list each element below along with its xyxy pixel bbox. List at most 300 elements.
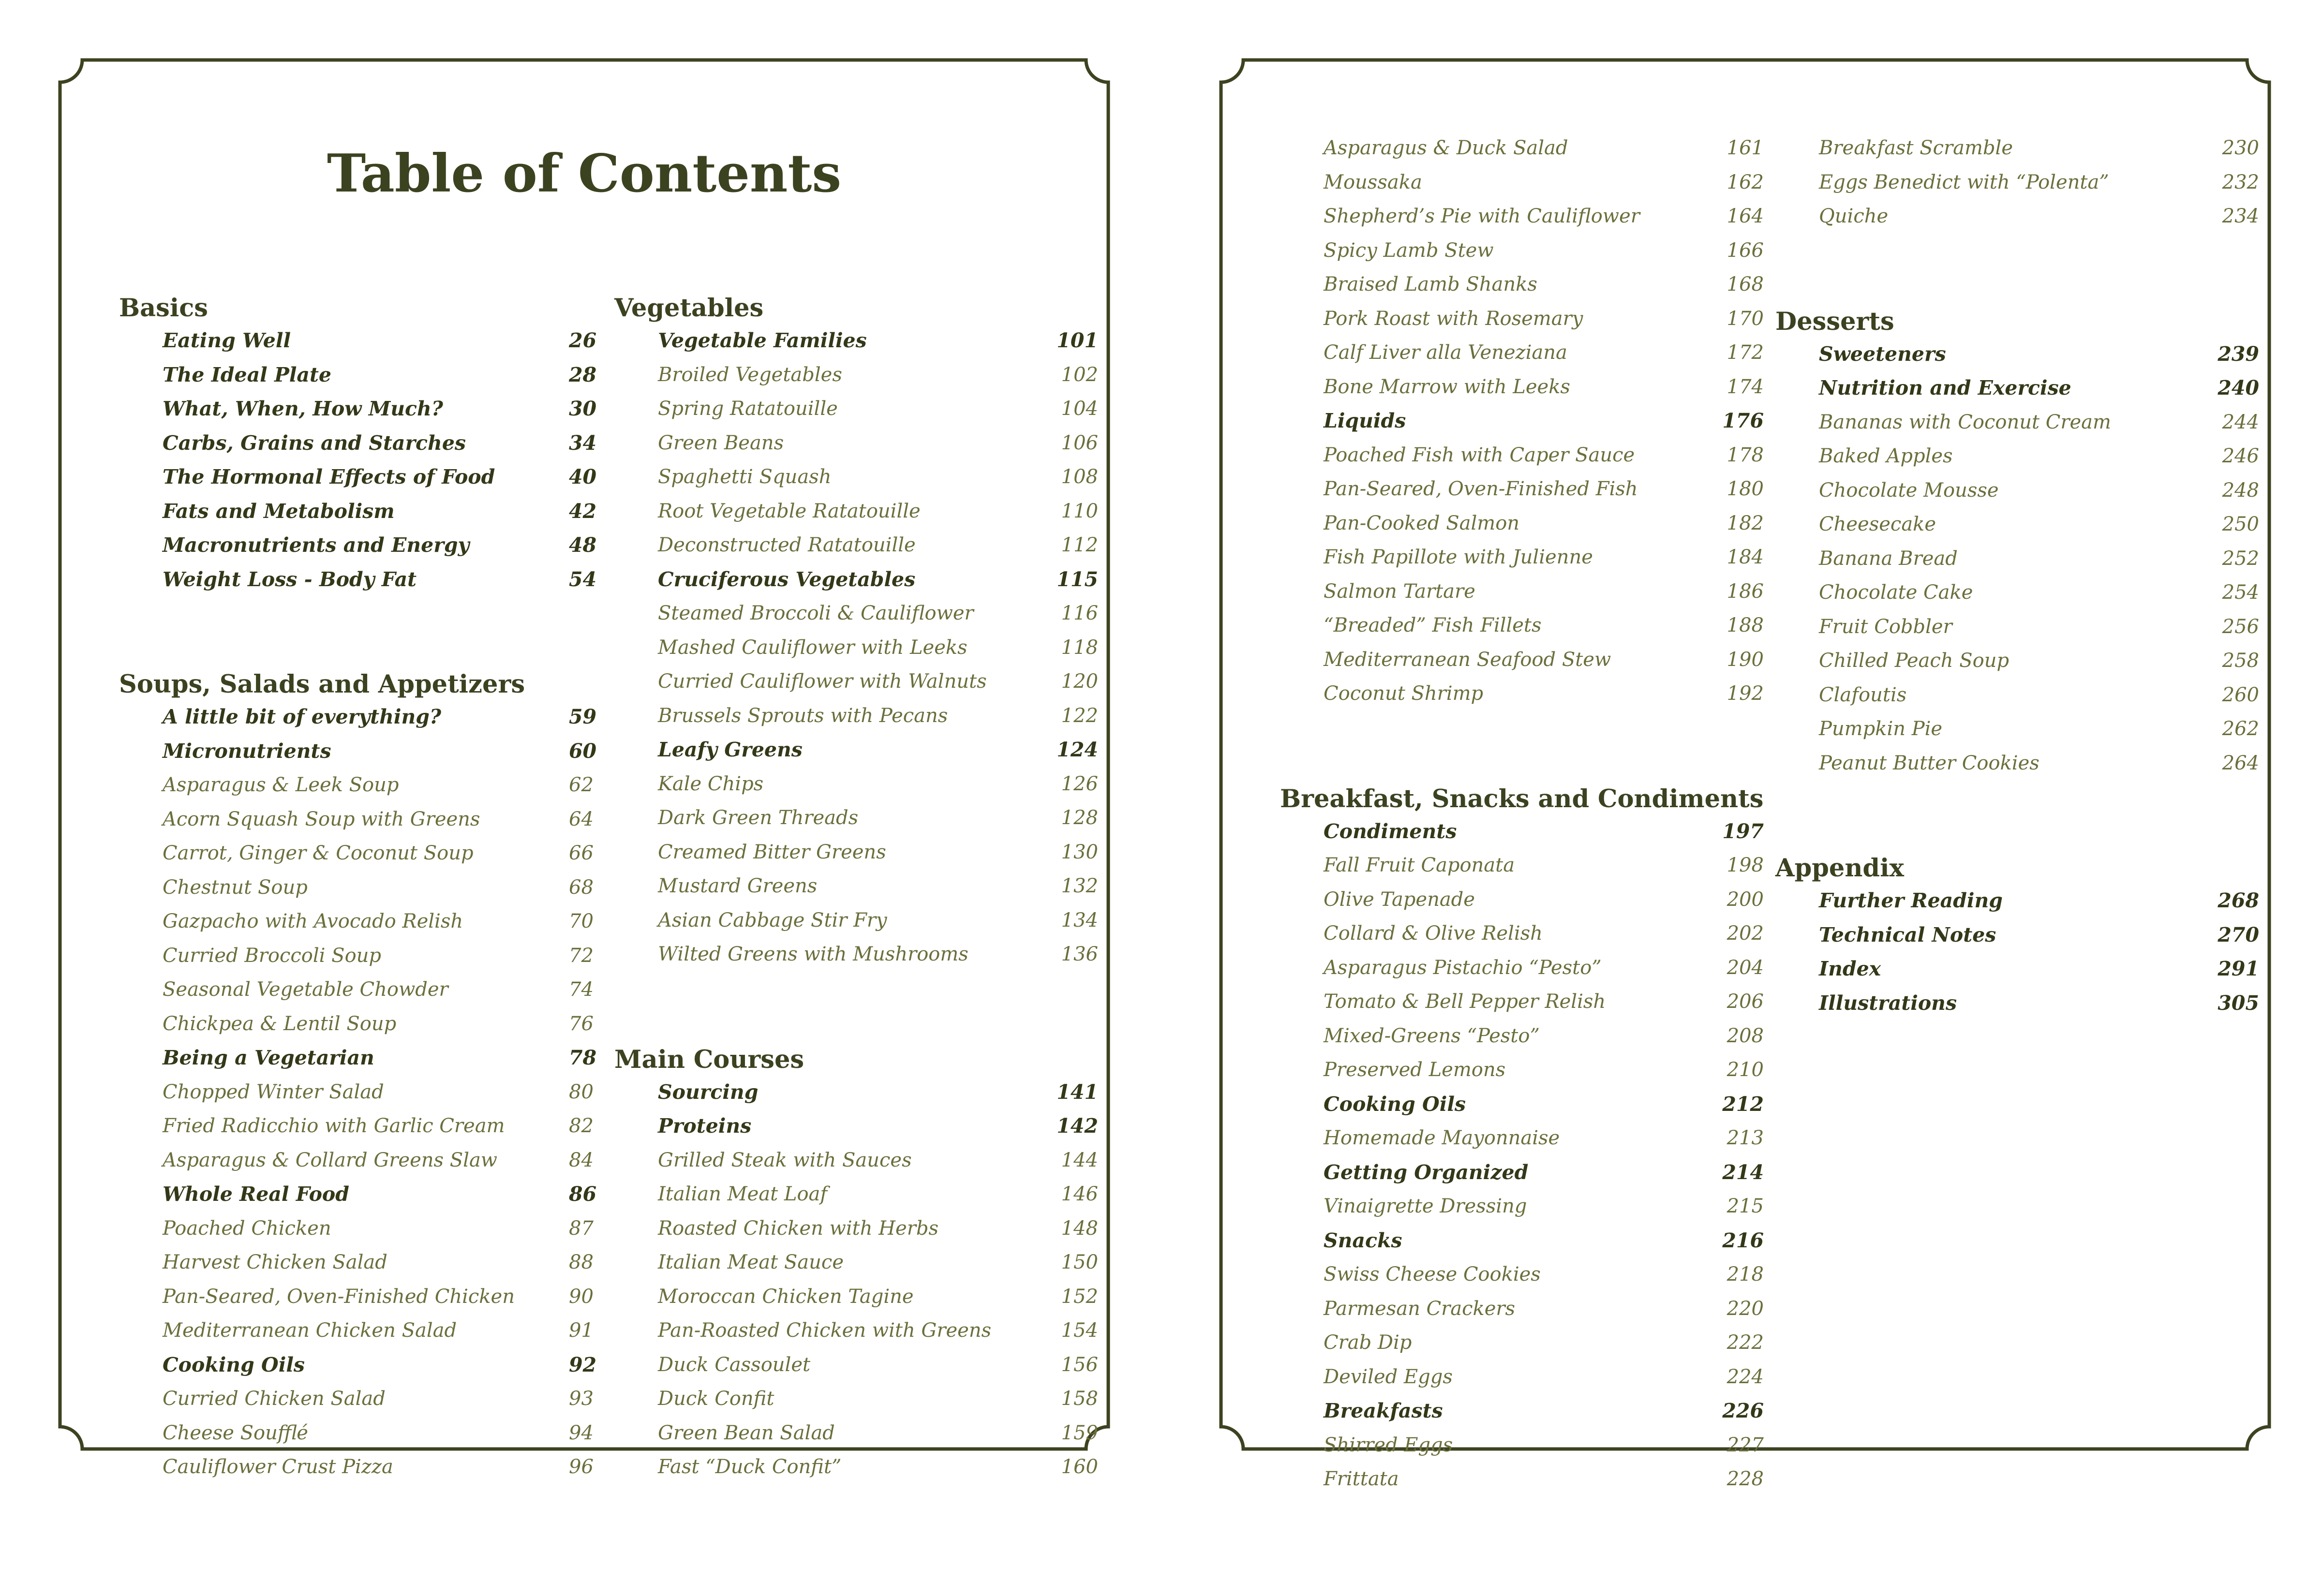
toc-entry[interactable] xyxy=(163,1041,603,1075)
section-title: Appendix xyxy=(1775,854,1904,883)
toc-entry[interactable] xyxy=(658,528,1098,562)
entry-page-number: 198 xyxy=(1727,854,1764,876)
toc-entry[interactable] xyxy=(1324,1053,1764,1087)
toc-entry[interactable] xyxy=(658,1450,1098,1484)
entry-page-number: 250 xyxy=(2222,513,2259,535)
toc-entry[interactable] xyxy=(658,767,1098,801)
entry-page-number: 54 xyxy=(569,567,597,591)
toc-entry[interactable] xyxy=(1819,986,2259,1020)
entry-title: Sweeteners xyxy=(1819,342,1946,366)
toc-entry[interactable] xyxy=(1324,1462,1764,1496)
entry-page-number: 128 xyxy=(1061,807,1098,829)
toc-entry[interactable] xyxy=(658,937,1098,972)
toc-entry[interactable] xyxy=(163,1280,603,1314)
toc-entry[interactable] xyxy=(1819,678,2259,712)
entry-page-number: 213 xyxy=(1727,1127,1764,1149)
entry-title: Liquids xyxy=(1324,409,1406,432)
entry-title: Olive Tapenade xyxy=(1324,888,1475,911)
entry-page-number: 104 xyxy=(1061,398,1098,420)
entry-page-number: 188 xyxy=(1727,614,1764,636)
entry-title: Duck Confit xyxy=(658,1388,774,1410)
entry-page-number: 232 xyxy=(2222,171,2259,193)
entry-title: Cauliflower Crust Pizza xyxy=(163,1456,393,1478)
toc-entry[interactable] xyxy=(163,494,603,529)
toc-entry[interactable] xyxy=(1324,540,1764,575)
entry-page-number: 212 xyxy=(1722,1092,1764,1116)
toc-entry[interactable] xyxy=(1819,644,2259,678)
entry-page-number: 74 xyxy=(569,978,594,1001)
entry-title: Quiche xyxy=(1819,205,1889,227)
toc-entry[interactable] xyxy=(1324,575,1764,609)
toc-entry[interactable] xyxy=(163,1007,603,1041)
entry-title: Nutrition and Exercise xyxy=(1819,376,2071,399)
toc-entry[interactable] xyxy=(1324,1121,1764,1155)
toc-entry[interactable] xyxy=(1819,371,2259,405)
toc-entry[interactable] xyxy=(1324,985,1764,1019)
toc-entry[interactable] xyxy=(163,562,603,597)
entry-title: Fast “Duck Confit” xyxy=(658,1456,842,1478)
entry-page-number: 166 xyxy=(1727,239,1764,262)
entry-title: Technical Notes xyxy=(1819,923,1996,946)
toc-entry[interactable] xyxy=(1324,1394,1764,1428)
toc-entry[interactable] xyxy=(163,836,603,871)
toc-entry-list xyxy=(1775,337,2259,781)
toc-entry[interactable] xyxy=(1324,438,1764,473)
entry-page-number: 72 xyxy=(569,944,594,967)
toc-entry[interactable] xyxy=(658,665,1098,699)
toc-column-4 xyxy=(1775,131,2259,1093)
entry-page-number: 224 xyxy=(1727,1365,1764,1388)
entry-page-number: 161 xyxy=(1727,137,1764,159)
entry-title: Chopped Winter Salad xyxy=(163,1080,384,1103)
entry-page-number: 152 xyxy=(1061,1285,1098,1308)
toc-entry[interactable] xyxy=(163,528,603,562)
entry-title: Micronutrients xyxy=(163,739,331,763)
entry-title: Coconut Shrimp xyxy=(1324,682,1484,705)
entry-title: Proteins xyxy=(658,1114,752,1138)
entry-page-number: 93 xyxy=(569,1388,594,1410)
toc-entry[interactable] xyxy=(658,1143,1098,1178)
entry-page-number: 215 xyxy=(1727,1195,1764,1217)
toc-section xyxy=(1280,131,1764,711)
entry-title: Pumpkin Pie xyxy=(1819,718,1943,740)
toc-entry[interactable] xyxy=(163,904,603,939)
entry-page-number: 176 xyxy=(1722,409,1764,432)
entry-page-number: 174 xyxy=(1727,375,1764,398)
toc-entry[interactable] xyxy=(163,426,603,460)
toc-entry[interactable] xyxy=(1324,1326,1764,1360)
entry-page-number: 34 xyxy=(569,431,597,455)
toc-entry[interactable] xyxy=(658,1075,1098,1109)
toc-entry[interactable] xyxy=(658,869,1098,903)
toc-entry[interactable] xyxy=(1324,848,1764,883)
entry-page-number: 59 xyxy=(569,705,597,728)
entry-title: Vinaigrette Dressing xyxy=(1324,1195,1527,1217)
entry-title: Brussels Sprouts with Pecans xyxy=(658,704,948,727)
entry-page-number: 90 xyxy=(569,1285,594,1308)
entry-title: Vegetable Families xyxy=(658,329,867,352)
toc-entry[interactable] xyxy=(658,733,1098,767)
toc-entry[interactable] xyxy=(163,1450,603,1484)
entry-page-number: 101 xyxy=(1057,329,1098,352)
toc-entry[interactable] xyxy=(658,1212,1098,1246)
entry-page-number: 202 xyxy=(1727,922,1764,945)
entry-title: Mustard Greens xyxy=(658,875,818,897)
entry-title: Moroccan Chicken Tagine xyxy=(658,1285,914,1308)
toc-entry[interactable] xyxy=(1324,404,1764,438)
entry-page-number: 146 xyxy=(1061,1183,1098,1205)
toc-entry[interactable] xyxy=(1819,952,2259,986)
toc-entry[interactable] xyxy=(163,1245,603,1280)
entry-page-number: 244 xyxy=(2222,411,2259,433)
entry-title: Shirred Eggs xyxy=(1324,1433,1453,1456)
entry-title: Fish Papillote with Julienne xyxy=(1324,546,1593,568)
entry-page-number: 254 xyxy=(2222,581,2259,604)
entry-page-number: 256 xyxy=(2222,615,2259,638)
toc-entry[interactable] xyxy=(163,1314,603,1348)
toc-entry[interactable] xyxy=(1324,1224,1764,1258)
section-title: Soups, Salads and Appetizers xyxy=(119,670,525,699)
toc-entry[interactable] xyxy=(658,460,1098,494)
entry-page-number: 260 xyxy=(2222,683,2259,706)
toc-entry[interactable] xyxy=(658,1416,1098,1450)
entry-page-number: 141 xyxy=(1057,1080,1098,1104)
entry-page-number: 214 xyxy=(1722,1160,1764,1184)
entry-title: Chestnut Soup xyxy=(163,876,308,899)
entry-title: Chocolate Cake xyxy=(1819,581,1973,604)
toc-entry[interactable] xyxy=(163,392,603,426)
toc-section xyxy=(119,669,603,1484)
entry-title: Baked Apples xyxy=(1819,445,1953,467)
entry-title: Illustrations xyxy=(1819,991,1957,1015)
toc-entry[interactable] xyxy=(163,939,603,973)
toc-entry[interactable] xyxy=(163,1382,603,1416)
toc-entry[interactable] xyxy=(163,1416,603,1450)
toc-entry[interactable] xyxy=(1324,302,1764,336)
entry-title: What, When, How Much? xyxy=(163,397,443,420)
toc-entry[interactable] xyxy=(1819,165,2259,200)
toc-entry[interactable] xyxy=(1324,370,1764,404)
toc-entry[interactable] xyxy=(1819,439,2259,473)
toc-entry[interactable] xyxy=(658,699,1098,733)
entry-page-number: 126 xyxy=(1061,772,1098,795)
section-title: Desserts xyxy=(1775,307,1894,336)
toc-entry[interactable] xyxy=(658,426,1098,460)
entry-title: Asian Cabbage Stir Fry xyxy=(658,909,887,931)
entry-title: Fats and Metabolism xyxy=(163,499,395,523)
entry-title: Harvest Chicken Salad xyxy=(163,1251,387,1273)
entry-page-number: 170 xyxy=(1727,307,1764,330)
toc-entry[interactable] xyxy=(1819,473,2259,508)
entry-page-number: 76 xyxy=(569,1012,594,1035)
entry-page-number: 200 xyxy=(1727,888,1764,911)
toc-entry[interactable] xyxy=(163,802,603,837)
entry-page-number: 190 xyxy=(1727,648,1764,671)
toc-entry[interactable] xyxy=(1819,542,2259,576)
entry-page-number: 136 xyxy=(1061,943,1098,965)
entry-page-number: 204 xyxy=(1727,956,1764,979)
toc-entry[interactable] xyxy=(658,903,1098,938)
entry-title: “Breaded” Fish Fillets xyxy=(1324,614,1542,636)
entry-title: Creamed Bitter Greens xyxy=(658,841,886,863)
entry-title: Asparagus Pistachio “Pesto” xyxy=(1324,956,1602,979)
entry-title: Pan-Seared, Oven-Finished Chicken xyxy=(163,1285,515,1308)
toc-section xyxy=(614,1044,1098,1484)
toc-entry[interactable] xyxy=(1324,608,1764,643)
entry-page-number: 164 xyxy=(1727,205,1764,227)
toc-entry[interactable] xyxy=(1324,1087,1764,1122)
entry-title: Cheese Soufflé xyxy=(163,1421,308,1444)
toc-entry[interactable] xyxy=(163,1109,603,1143)
toc-entry[interactable] xyxy=(658,596,1098,631)
entry-title: Italian Meat Loaf xyxy=(658,1183,828,1205)
entry-page-number: 264 xyxy=(2222,752,2259,774)
entry-page-number: 62 xyxy=(569,774,594,796)
toc-entry[interactable] xyxy=(1819,712,2259,746)
toc-column-1 xyxy=(119,293,603,1557)
entry-title: Preserved Lemons xyxy=(1324,1059,1506,1081)
entry-page-number: 240 xyxy=(2218,376,2259,399)
entry-page-number: 60 xyxy=(569,739,597,763)
entry-page-number: 222 xyxy=(1727,1331,1764,1354)
toc-entry[interactable] xyxy=(658,1245,1098,1280)
entry-title: Pork Roast with Rosemary xyxy=(1324,307,1583,330)
toc-section xyxy=(1775,131,2259,234)
toc-entry[interactable] xyxy=(658,1109,1098,1143)
entry-title: Cheesecake xyxy=(1819,513,1936,535)
entry-page-number: 246 xyxy=(2222,445,2259,467)
entry-title: Mediterranean Seafood Stew xyxy=(1324,648,1611,671)
entry-page-number: 116 xyxy=(1061,602,1098,624)
toc-entry[interactable] xyxy=(163,1212,603,1246)
toc-entry[interactable] xyxy=(1324,234,1764,268)
entry-title: Eggs Benedict with “Polenta” xyxy=(1819,171,2109,193)
entry-title: Deconstructed Ratatouille xyxy=(658,534,916,556)
entry-title: Swiss Cheese Cookies xyxy=(1324,1263,1541,1286)
entry-page-number: 134 xyxy=(1061,909,1098,931)
toc-entry[interactable] xyxy=(1324,1360,1764,1394)
entry-title: Bone Marrow with Leeks xyxy=(1324,375,1570,398)
entry-page-number: 270 xyxy=(2218,923,2259,946)
entry-title: Asparagus & Leek Soup xyxy=(163,774,399,796)
entry-title: Fall Fruit Caponata xyxy=(1324,854,1515,876)
entry-title: Banana Bread xyxy=(1819,547,1958,570)
entry-title: Fried Radicchio with Garlic Cream xyxy=(163,1115,505,1137)
toc-entry[interactable] xyxy=(1324,506,1764,541)
toc-entry[interactable] xyxy=(163,324,603,358)
toc-entry[interactable] xyxy=(163,1075,603,1109)
entry-page-number: 115 xyxy=(1057,567,1098,591)
entry-page-number: 159 xyxy=(1061,1421,1098,1444)
entry-title: Condiments xyxy=(1324,819,1457,843)
toc-entry[interactable] xyxy=(658,835,1098,870)
entry-title: Mediterranean Chicken Salad xyxy=(163,1319,457,1342)
entry-title: Spring Ratatouille xyxy=(658,398,838,420)
toc-entry[interactable] xyxy=(1324,199,1764,234)
toc-entry-list xyxy=(1775,131,2259,234)
toc-entry[interactable] xyxy=(163,700,603,734)
entry-page-number: 168 xyxy=(1727,273,1764,296)
entry-page-number: 160 xyxy=(1061,1456,1098,1478)
entry-title: Mashed Cauliflower with Leeks xyxy=(658,636,968,659)
entry-page-number: 142 xyxy=(1057,1114,1098,1138)
toc-entry[interactable] xyxy=(1324,883,1764,917)
entry-page-number: 252 xyxy=(2222,547,2259,570)
entry-title: Curried Chicken Salad xyxy=(163,1388,386,1410)
entry-title: Cooking Oils xyxy=(163,1353,305,1376)
entry-title: Steamed Broccoli & Cauliflower xyxy=(658,602,974,624)
entry-page-number: 148 xyxy=(1061,1217,1098,1240)
toc-entry[interactable] xyxy=(163,1348,603,1382)
entry-title: Asparagus & Collard Greens Slaw xyxy=(163,1149,498,1171)
toc-entry-list xyxy=(119,324,603,596)
entry-page-number: 86 xyxy=(569,1182,597,1206)
entry-title: Green Beans xyxy=(658,431,784,454)
toc-section xyxy=(614,293,1098,972)
toc-section xyxy=(1775,306,2259,781)
toc-entry[interactable] xyxy=(1324,472,1764,506)
toc-entry[interactable] xyxy=(163,1143,603,1178)
entry-page-number: 42 xyxy=(569,499,597,523)
entry-page-number: 118 xyxy=(1061,636,1098,659)
toc-entry[interactable] xyxy=(1324,1292,1764,1326)
entry-page-number: 96 xyxy=(569,1456,594,1478)
entry-title: Gazpacho with Avocado Relish xyxy=(163,910,463,932)
entry-page-number: 248 xyxy=(2222,479,2259,502)
entry-page-number: 112 xyxy=(1061,534,1098,556)
toc-entry[interactable] xyxy=(658,1382,1098,1416)
toc-entry[interactable] xyxy=(658,1348,1098,1382)
right-page xyxy=(1219,58,2271,1490)
toc-entry[interactable] xyxy=(658,494,1098,529)
entry-title: Dark Green Threads xyxy=(658,807,859,829)
entry-title: Cooking Oils xyxy=(1324,1092,1466,1116)
entry-title: The Ideal Plate xyxy=(163,363,332,386)
toc-entry[interactable] xyxy=(1324,916,1764,951)
toc-entry[interactable] xyxy=(1324,165,1764,200)
entry-title: Crab Dip xyxy=(1324,1331,1412,1354)
toc-entry[interactable] xyxy=(1819,918,2259,952)
toc-entry[interactable] xyxy=(658,562,1098,597)
toc-entry[interactable] xyxy=(163,871,603,905)
toc-entry[interactable] xyxy=(163,358,603,392)
entry-title: Spicy Lamb Stew xyxy=(1324,239,1494,262)
toc-entry[interactable] xyxy=(1324,643,1764,677)
entry-title: Shepherd’s Pie with Cauliflower xyxy=(1324,205,1640,227)
entry-title: Italian Meat Sauce xyxy=(658,1251,844,1273)
toc-entry[interactable] xyxy=(1819,131,2259,165)
entry-page-number: 154 xyxy=(1061,1319,1098,1342)
entry-page-number: 184 xyxy=(1727,546,1764,568)
entry-title: Index xyxy=(1819,957,1881,980)
toc-entry[interactable] xyxy=(658,801,1098,835)
toc-entry[interactable] xyxy=(658,392,1098,426)
toc-entry[interactable] xyxy=(1819,199,2259,234)
toc-entry[interactable] xyxy=(658,1177,1098,1212)
toc-entry[interactable] xyxy=(163,973,603,1007)
entry-title: Green Bean Salad xyxy=(658,1421,835,1444)
entry-page-number: 210 xyxy=(1727,1059,1764,1081)
toc-entry[interactable] xyxy=(1324,1428,1764,1463)
entry-title: Pan-Roasted Chicken with Greens xyxy=(658,1319,992,1342)
toc-entry[interactable] xyxy=(1324,1155,1764,1190)
entry-page-number: 268 xyxy=(2218,889,2259,912)
toc-entry-list xyxy=(614,1075,1098,1484)
entry-title: Clafoutis xyxy=(1819,683,1907,706)
toc-entry[interactable] xyxy=(163,768,603,802)
entry-page-number: 40 xyxy=(569,465,597,488)
entry-page-number: 182 xyxy=(1727,512,1764,534)
toc-entry[interactable] xyxy=(1819,884,2259,918)
toc-entry[interactable] xyxy=(658,324,1098,358)
entry-title: Deviled Eggs xyxy=(1324,1365,1453,1388)
entry-page-number: 64 xyxy=(569,808,594,830)
toc-entry[interactable] xyxy=(1324,1257,1764,1292)
toc-entry-list xyxy=(119,700,603,1484)
entry-page-number: 192 xyxy=(1727,682,1764,705)
entry-title: Weight Loss - Body Fat xyxy=(163,567,417,591)
entry-title: Snacks xyxy=(1324,1228,1402,1252)
toc-entry[interactable] xyxy=(1819,405,2259,440)
toc-entry[interactable] xyxy=(1324,677,1764,711)
entry-page-number: 108 xyxy=(1061,466,1098,488)
entry-page-number: 102 xyxy=(1061,363,1098,386)
entry-title: Cruciferous Vegetables xyxy=(658,567,916,591)
toc-entry[interactable] xyxy=(1819,337,2259,371)
entry-title: Salmon Tartare xyxy=(1324,580,1475,603)
entry-title: Peanut Butter Cookies xyxy=(1819,752,2039,774)
entry-page-number: 150 xyxy=(1061,1251,1098,1273)
entry-title: Pan-Cooked Salmon xyxy=(1324,512,1520,534)
toc-entry[interactable] xyxy=(1324,814,1764,849)
entry-title: Asparagus & Duck Salad xyxy=(1324,137,1568,159)
entry-page-number: 178 xyxy=(1727,443,1764,466)
entry-page-number: 162 xyxy=(1727,171,1764,193)
toc-entry[interactable] xyxy=(1819,610,2259,644)
toc-entry[interactable] xyxy=(1324,1019,1764,1053)
toc-entry[interactable] xyxy=(658,1280,1098,1314)
toc-entry[interactable] xyxy=(163,460,603,494)
section-title: Main Courses xyxy=(614,1045,804,1074)
toc-entry[interactable] xyxy=(1324,1189,1764,1224)
toc-entry[interactable] xyxy=(658,1314,1098,1348)
toc-entry[interactable] xyxy=(658,631,1098,665)
toc-entry[interactable] xyxy=(658,358,1098,392)
toc-entry[interactable] xyxy=(163,1177,603,1212)
toc-entry[interactable] xyxy=(1324,267,1764,302)
toc-entry[interactable] xyxy=(1819,576,2259,610)
entry-title: Carrot, Ginger & Coconut Soup xyxy=(163,842,474,864)
entry-title: Poached Fish with Caper Sauce xyxy=(1324,443,1635,466)
entry-title: Spaghetti Squash xyxy=(658,466,832,488)
toc-entry[interactable] xyxy=(1819,507,2259,542)
toc-section xyxy=(1775,853,2259,1020)
toc-entry[interactable] xyxy=(1324,951,1764,985)
entry-page-number: 206 xyxy=(1727,990,1764,1013)
entry-title: Leafy Greens xyxy=(658,738,803,761)
toc-section xyxy=(119,293,603,596)
toc-entry[interactable] xyxy=(1324,336,1764,370)
toc-entry[interactable] xyxy=(1819,746,2259,781)
page-title: Table of Contents xyxy=(327,143,842,204)
toc-entry[interactable] xyxy=(1324,131,1764,165)
entry-page-number: 172 xyxy=(1727,341,1764,364)
toc-entry[interactable] xyxy=(163,734,603,768)
entry-page-number: 68 xyxy=(569,876,594,899)
toc-entry-list xyxy=(1280,814,1764,1496)
toc-column-3 xyxy=(1280,131,1764,1569)
entry-title: Broiled Vegetables xyxy=(658,363,842,386)
